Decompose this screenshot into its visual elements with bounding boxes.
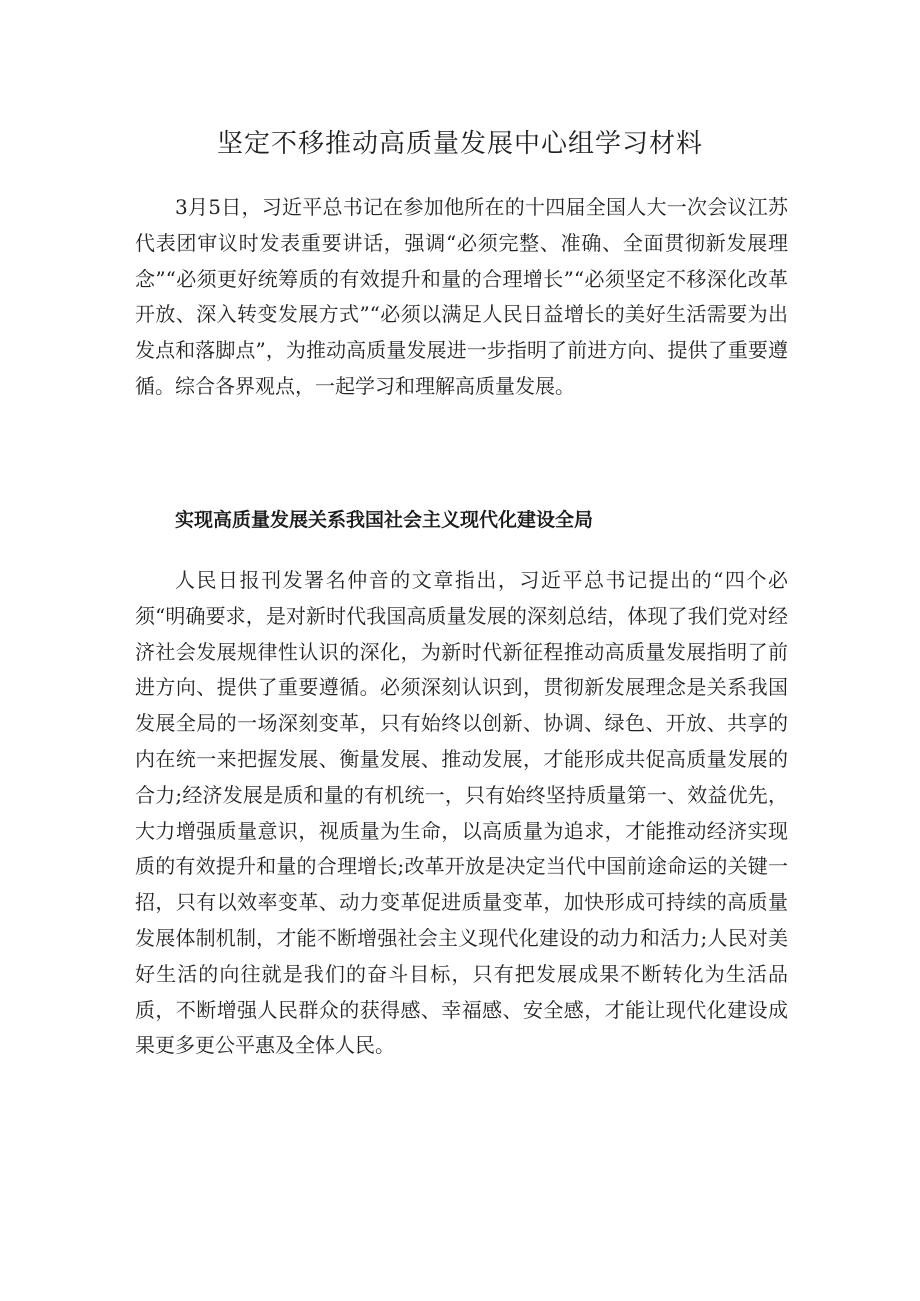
section-heading: 实现高质量发展关系我国社会主义现代化建设全局 xyxy=(175,509,594,531)
document-title: 坚定不移推动高质量发展中心组学习材料 xyxy=(216,129,703,159)
intro-paragraph: 3月5日，习近平总书记在参加他所在的十四届全国人大一次会议江苏代表团审议时发表重要讲话，强调“必须完整、准确、全面贯彻新发展理念”“必须更好统筹质的有效提升和量的合理增长”“必须坚定不移深化改革开放、深入转变发展方式”“必须以满足人民日益增长的美好生活需要为出发点和落脚点”，为推动高质量发展进一步指明了前进方向、提供了重要遵循。综合各界观点，一起学习和理解高质量发展。 xyxy=(135,195,788,398)
body-paragraph: 人民日报刊发署名仲音的文章指出，习近平总书记提出的“四个必须“明确要求，是对新时代我国高质量发展的深刻总结，体现了我们党对经济社会发展规律性认识的深化，为新时代新征程推动高质量发展指明了前进方向、提供了重要遵循。必须深刻认识到，贯彻新发展理念是关系我国发展全局的一场深刻变革，只有始终以创新、协调、绿色、开放、共享的内在统一来把握发展、衡量发展、推动发展，才能形成共促高质量发展的合力;经济发展是质和量的有机统一，只有始终坚持质量第一、效益优先，大力增强质量意识，视质量为生命，以高质量为追求，才能推动经济实现质的有效提升和量的合理增长;改革开放是决定当代中国前途命运的关键一招，只有以效率变革、动力变革促进质量变革，加快形成可持续的高质量发展体制机制，才能不断增强社会主义现代化建设的动力和活力;人民对美好生活的向往就是我们的奋斗目标，只有把发展成果不断转化为生活品质，不断增强人民群众的获得感、幸福感、安全感，才能让现代化建设成果更多更公平惠及全体人民。 xyxy=(135,568,788,1058)
